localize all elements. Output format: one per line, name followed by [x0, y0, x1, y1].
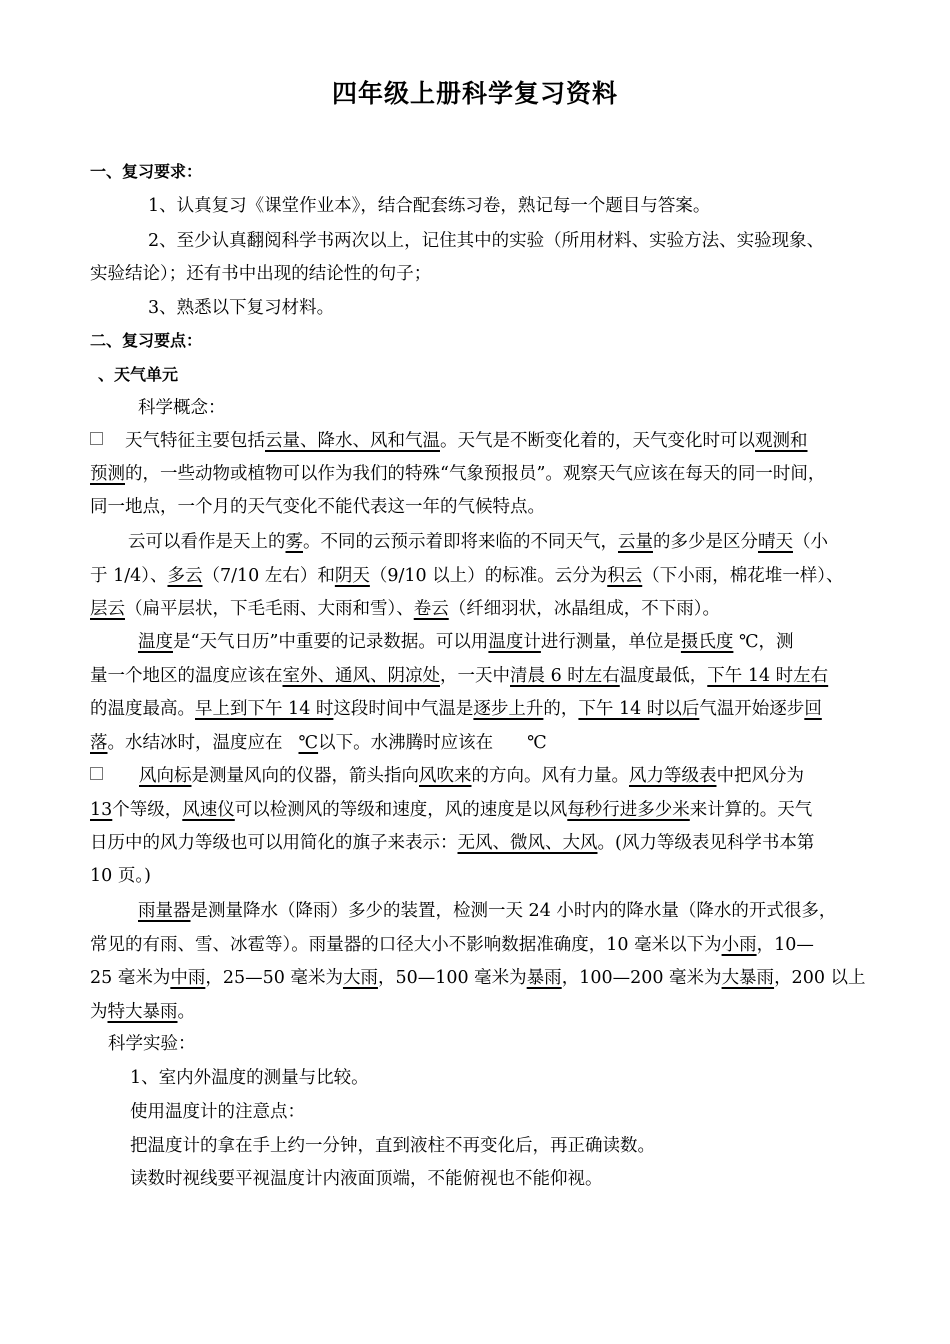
- para-weather-features-line2: 预测的，一些动物或植物可以作为我们的特殊“气象预报员”。观察天气应该在每天的同一时间，: [90, 464, 826, 484]
- unit-heading-weather: 、天气单元: [98, 365, 179, 384]
- concepts-label: 科学概念：: [138, 398, 226, 418]
- para-temperature-line2: 量一个地区的温度应该在室外、通风、阴凉处，一天中清晨 6 时左右温度最低，下午 14 时左右: [90, 666, 829, 686]
- para-weather-features-line3: 同一地点，一个月的天气变化不能代表这一年的气候特点。: [90, 497, 545, 517]
- para-wind-line1: 风向标是测量风向的仪器，箭头指向风吹来的方向。风有力量。风力等级表中把风分为: [90, 764, 804, 788]
- para-rain-line2: 常见的有雨、雪、冰雹等）。雨量器的口径大小不影响数据准确度，10 毫米以下为小雨，10—: [90, 935, 814, 955]
- para-rain-line3: 25 毫米为中雨，25—50 毫米为大雨，50—100 毫米为暴雨，100—200 毫米为大暴雨，200 以上: [90, 968, 866, 988]
- para-temperature-line4: 落。水结冰时，温度应在 ℃以下。水沸腾时应该在 ℃: [90, 733, 547, 753]
- bullet-icon: [90, 432, 103, 445]
- para-clouds-line3: 层云（扁平层状，下毛毛雨、大雨和雪）、卷云（纤细羽状，冰晶组成，不下雨）。: [90, 599, 720, 619]
- para-rain-line4: 为特大暴雨。: [90, 1002, 195, 1022]
- section-heading-requirements: 一、复习要求：: [90, 162, 203, 181]
- para-rain-line1: 雨量器是测量降水（降雨）多少的装置，检测一天 24 小时内的降水量（降水的开式很多，: [138, 901, 837, 921]
- para-clouds-line2: 于 1/4）、多云（7/10 左右）和阴天（9/10 以上）的标准。云分为积云（下小雨，棉花堆一样）、: [90, 566, 844, 586]
- section-heading-key-points: 二、复习要点：: [90, 331, 203, 350]
- para-wind-line2: 13个等级，风速仪可以检测风的等级和速度，风的速度是以风每秒行进多少米来计算的。天气: [90, 800, 813, 820]
- experiment-note-1: 把温度计的拿在手上约一分钟，直到液柱不再变化后，再正确读数。: [130, 1136, 655, 1156]
- experiment-note-2: 读数时视线要平视温度计内液面顶端，不能俯视也不能仰视。: [130, 1169, 603, 1189]
- para-temperature-line1: 温度是“天气日历”中重要的记录数据。可以用温度计进行测量，单位是摄氏度 ℃，测: [138, 632, 794, 652]
- experiment-notes-label: 使用温度计的注意点：: [130, 1102, 305, 1122]
- para-weather-features-line1: 天气特征主要包括云量、降水、风和气温。天气是不断变化着的，天气变化时可以观测和: [90, 429, 808, 453]
- requirement-item-2: 2、至少认真翻阅科学书两次以上，记住其中的实验（所用材料、实验方法、实验现象、: [148, 231, 825, 251]
- requirement-item-2-cont: 实验结论）；还有书中出现的结论性的句子；: [90, 264, 432, 284]
- page-title: 四年级上册科学复习资料: [331, 79, 618, 108]
- para-wind-line4: 10 页。): [90, 866, 151, 886]
- experiment-item-1: 1、室内外温度的测量与比较。: [130, 1068, 369, 1088]
- bullet-icon: [90, 767, 103, 780]
- para-wind-line3: 日历中的风力等级也可以用简化的旗子来表示：无风、微风、大风。(风力等级表见科学书本第: [90, 833, 815, 853]
- para-clouds-line1: 云可以看作是天上的雾。不同的云预示着即将来临的不同天气，云量的多少是区分晴天（小: [128, 532, 828, 552]
- experiments-label: 科学实验：: [108, 1034, 196, 1054]
- requirement-item-1: 1、认真复习《课堂作业本》，结合配套练习卷，熟记每一个题目与答案。: [148, 196, 711, 216]
- requirement-item-3: 3、熟悉以下复习材料。: [148, 298, 335, 318]
- para-temperature-line3: 的温度最高。早上到下午 14 时这段时间中气温是逐步上升的，下午 14 时以后气温开始逐步回: [90, 699, 822, 719]
